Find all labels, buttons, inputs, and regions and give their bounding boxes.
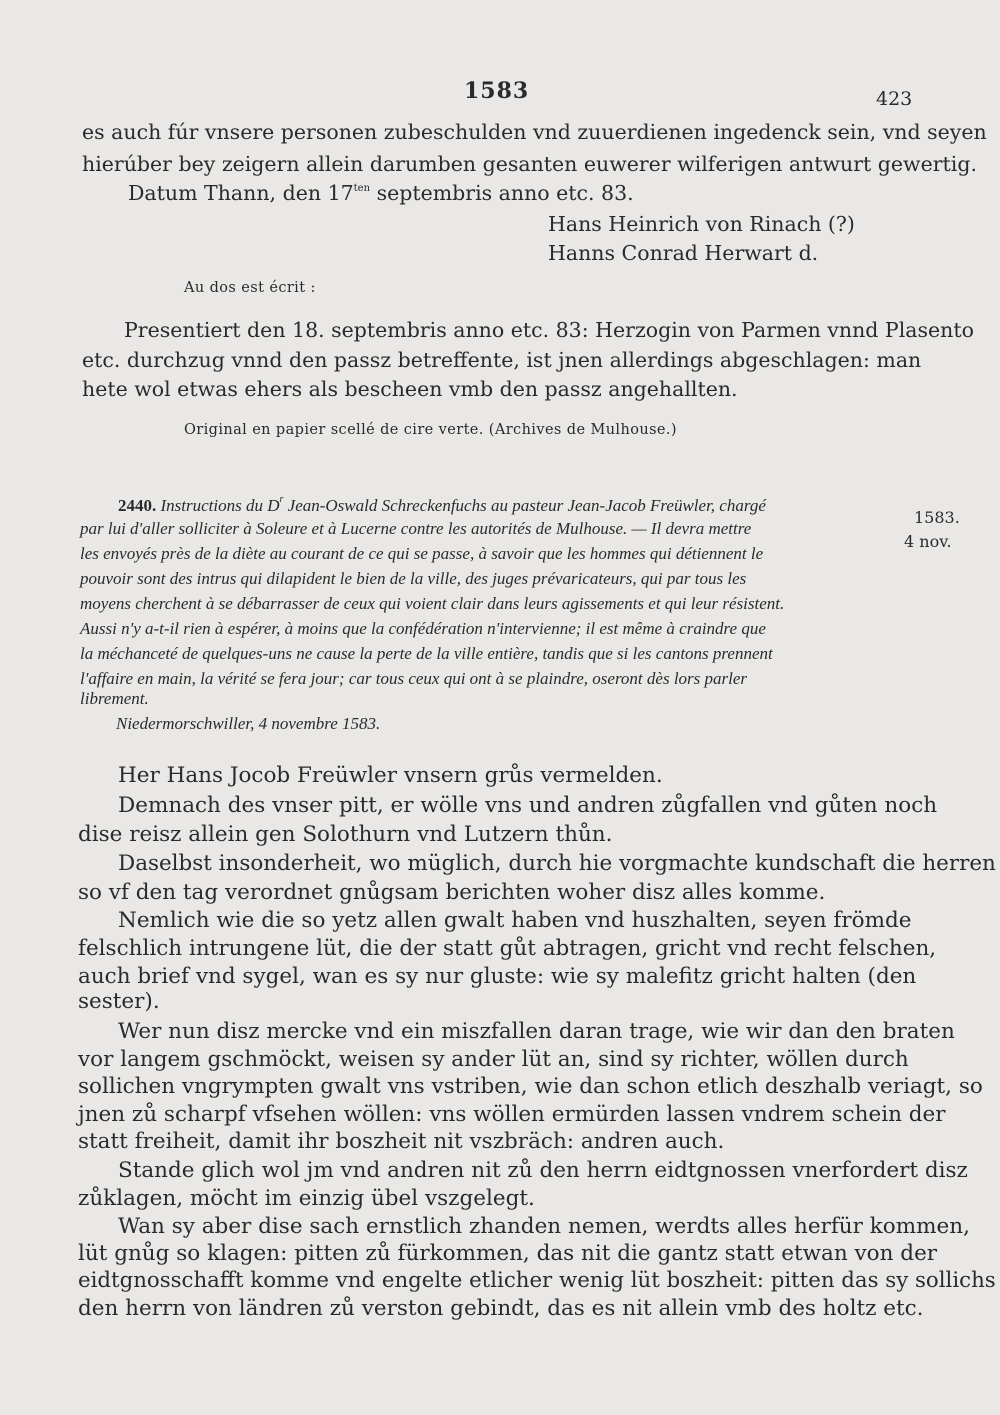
entry-summary-line: Aussi n'y a-t-il rien à espérer, à moins que la confédération n'intervienne; il est même à craindre que — [80, 619, 766, 638]
letter-line: hierúber bey zeigern allein darumben gesanten euwerer wilferigen antwurt gewertig. — [82, 152, 977, 176]
signatory: Hanns Conrad Herwart d. — [548, 241, 819, 265]
entry-summary-line: pouvoir sont des intrus qui dilapident le bien de la ville, des juges prévaricateurs, qui par tous les — [80, 569, 747, 588]
text-line: sollichen vngrympten gwalt vns vstriben, wie dan schon etlich deszhalb veriagt, so — [78, 1074, 983, 1099]
text-line: felschlich intrungene lüt, die der statt gůt abtragen, gricht vnd recht felschen, — [78, 936, 937, 961]
source-note: Original en papier scellé de cire verte. (Archives de Mulhouse.) — [184, 422, 677, 438]
margin-year: 1583. — [914, 508, 960, 527]
text-line: dise reisz allein gen Solothurn vnd Lutzern thůn. — [78, 822, 613, 847]
letter-dateline: Datum Thann, den $17^{ten}$ septembris anno etc. 83. — [128, 181, 634, 205]
entry-summary-first-line: 2440. Instructions du $D^r$ Jean-Oswald Schreckenfuchs au pasteur Jean-Jacob Freüwler, chargé — [118, 494, 766, 515]
text-line: so vf den tag verordnet gnůgsam berichten woher disz alles komme. — [78, 880, 826, 905]
entry-summary-line: la méchanceté de quelques-uns ne cause la perte de la ville entière, tandis que si les cantons prennent — [80, 644, 773, 663]
margin-date: 4 nov. — [904, 532, 952, 551]
text-line: Wer nun disz mercke vnd ein miszfallen daran trage, wie wir dan den braten — [118, 1019, 955, 1044]
page-number: 423 — [876, 88, 913, 110]
text-line: Daselbst insonderheit, wo müglich, durch hie vorgmachte kundschaft die herren — [118, 851, 996, 876]
endorsement-label: Au dos est écrit : — [184, 280, 316, 296]
entry-place-date: Niedermorschwiller, 4 novembre 1583. — [116, 714, 381, 733]
text-line: den herrn von ländren zů verston gebindt, das es nit allein vmb des holtz etc. — [78, 1296, 924, 1321]
text-line: Her Hans Jocob Freüwler vnsern grůs vermelden. — [118, 763, 663, 788]
signatory: Hans Heinrich von Rinach (?) — [548, 212, 855, 236]
text-line: vor langem gschmöckt, weisen sy ander lüt an, sind sy richter, wöllen durch — [78, 1047, 909, 1072]
entry-summary-line: l'affaire en main, la vérité se fera jour; car tous ceux qui ont à se plaindre, oseront dès lors parler — [80, 669, 748, 688]
text-line: zůklagen, möcht im einzig übel vszgelegt. — [78, 1186, 535, 1211]
entry-summary-line: les envoyés près de la diète au courant de ce qui se passe, à savoir que les hommes qui détiennent le — [80, 544, 764, 563]
text-line: auch brief vnd sygel, wan es sy nur gluste: wie sy malefitz gricht halten (den — [78, 964, 917, 989]
text-line: sester). — [78, 989, 160, 1014]
text-line: Demnach des vnser pitt, er wölle vns und andren zůgfallen vnd gůten noch — [118, 793, 938, 818]
entry-number: 2440. — [118, 496, 157, 515]
text-line: lüt gnůg so klagen: pitten zů fürkommen, das nit die gantz statt etwan von der — [78, 1241, 938, 1266]
text-line: Stande glich wol jm vnd andren nit zů den herrn eidtgnossen vnerfordert disz — [118, 1158, 968, 1183]
entry-summary-line: moyens cherchent à se débarrasser de ceux qui voient clair dans leurs agissements et qui leur résistent. — [80, 594, 785, 613]
text-line: eidtgnosschafft komme vnd engelte etlicher wenig lüt boszheit: pitten das sy sollichs — [78, 1268, 996, 1293]
running-head-year: 1583 — [464, 78, 530, 104]
text-line: Wan sy aber dise sach ernstlich zhanden nemen, werdts alles herfür kommen, — [118, 1214, 970, 1239]
endorsement-line: Presentiert den 18. septembris anno etc. 83: Herzogin von Parmen vnnd Plasento — [124, 318, 974, 342]
text-line: statt freiheit, damit ihr boszheit nit vszbräch: andren auch. — [78, 1129, 725, 1154]
entry-summary-line: par lui d'aller solliciter à Soleure et à Lucerne contre les autorités de Mulhouse. — Il devra mettre — [80, 519, 752, 538]
entry-summary-line: librement. — [80, 689, 149, 708]
endorsement-line: etc. durchzug vnnd den passz betreffente, ist jnen allerdings abgeschlagen: man — [82, 348, 922, 372]
letter-line: es auch fúr vnsere personen zubeschulden vnd zuuerdienen ingedenck sein, vnd seyen — [82, 120, 987, 144]
text-line: jnen zů scharpf vfsehen wöllen: vns wöllen ermürden lassen vndrem schein der — [78, 1102, 946, 1127]
text-line: Nemlich wie die so yetz allen gwalt haben vnd huszhalten, seyen frömde — [118, 908, 912, 933]
endorsement-line: hete wol etwas ehers als bescheen vmb den passz angehallten. — [82, 377, 738, 401]
